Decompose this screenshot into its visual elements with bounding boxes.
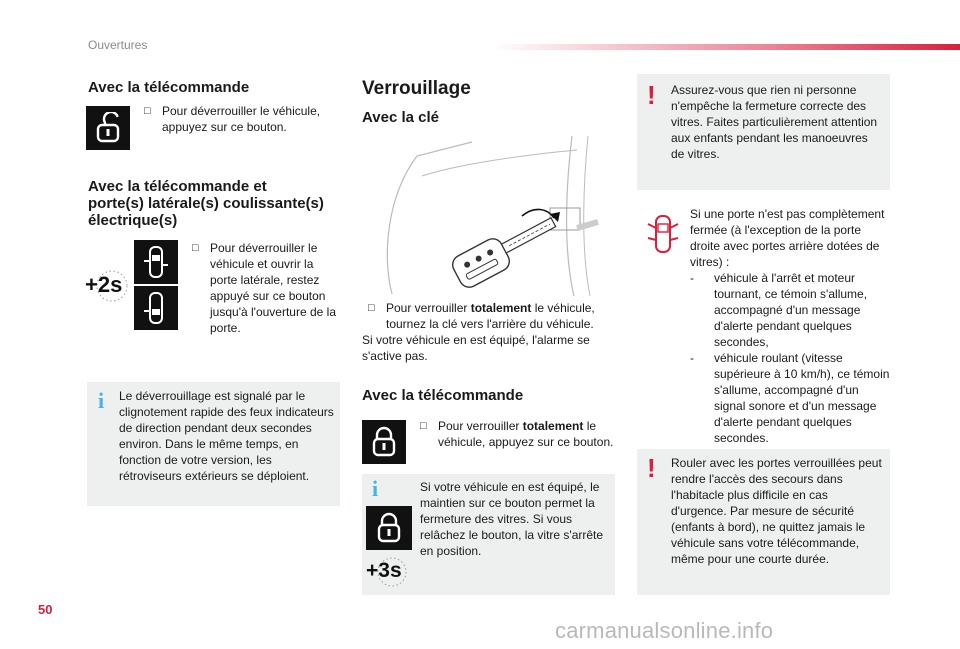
warning-icon: ! <box>647 80 656 110</box>
header-gradient-bar <box>490 44 960 50</box>
info-icon: i <box>98 388 105 413</box>
info-icon: i <box>372 476 379 501</box>
heading-remote-unlock: Avec la télécommande <box>88 79 250 96</box>
watermark: carmanualsonline.info <box>555 618 774 643</box>
title-verrouillage: Verrouillage <box>362 78 471 99</box>
heading-remote-lock: Avec la télécommande <box>362 387 524 404</box>
unlock-instruction: □ Pour déverrouiller le véhicule, appuyez sur ce bouton. <box>144 104 321 134</box>
page-number: 50 <box>38 602 53 617</box>
key-lock-instruction: □ Pour verrouiller totalement le véhicule, tournez la clé vers l'arrière du véhicule. <box>368 301 595 331</box>
heading-with-key: Avec la clé <box>362 109 439 126</box>
door-open-warning-icon <box>645 212 681 256</box>
heading-remote-sliding-door: Avec la télécommande et porte(s) latérale(s) coulissante(s) électrique(s) <box>88 178 324 229</box>
sliding-door-left-icon <box>134 240 178 284</box>
warning-icon: ! <box>647 453 656 483</box>
door-open-description: Si une porte n'est pas complètement fermée (à l'exception de la porte droite avec portes arrière dotées de vitres) : - véhicule à l'arrêt et moteur tournant, ce témoin s'allume, accompagné d'un message d'alerte pendant quelques secondes, - véhicule roulant (vitesse supérieure à 10 km/h), ce témoin s'allume, accompagné d'un signal sonore et d'un message d'alerte pendant quelques secondes. <box>690 207 890 445</box>
lock-button-icon <box>366 506 412 550</box>
hold-2s-badge: +2s <box>84 266 130 306</box>
info-box-unlock-signal: i Le déverrouillage est signalé par le clignotement rapide des feux indicateurs de direction pendant deux secondes environ. Dans le même temps, en fonction de votre version, les rétroviseurs extérieurs se déploient. <box>87 382 340 506</box>
remote-lock-instruction: □ Pour verrouiller totalement le véhicule, appuyez sur ce bouton. <box>420 419 614 449</box>
section-label: Ouvertures <box>88 38 148 52</box>
sliding-door-instruction: □ Pour déverrouiller le véhicule et ouvrir la porte latérale, restez appuyé sur ce bouton jusqu'à l'ouverture de la porte. <box>192 241 336 335</box>
hold-3s-badge: +3s <box>364 554 412 590</box>
warning-box-windows: ! Assurez-vous que rien ni personne n'empêche la fermeture correcte des vitres. Faites particulièrement attention aux enfants pendant les manoeuvres de vitres. <box>637 74 890 190</box>
warning-box-locked-doors: ! Rouler avec les portes verrouillées peut rendre l'accès des secours dans l'habitacle plus difficile en cas d'urgence. Par mesure de sécurité (enfants à bord), ne quittez jamais le véhicule sans votre télécommande, même pour une courte durée. <box>637 449 890 595</box>
info-box-windows: i +3s Si votre véhicule en est équipé, le maintien sur ce bouton permet la fermeture des vitres. Si vous relâchez le bouton, la vitre s'arrête en position. <box>362 474 615 595</box>
alarm-note: Si votre véhicule en est équipé, l'alarme se s'active pas. <box>362 333 590 363</box>
sliding-door-right-icon <box>134 286 178 330</box>
key-lock-illustration <box>362 136 616 296</box>
unlock-button-icon <box>86 106 130 150</box>
lock-button-icon <box>362 420 406 464</box>
